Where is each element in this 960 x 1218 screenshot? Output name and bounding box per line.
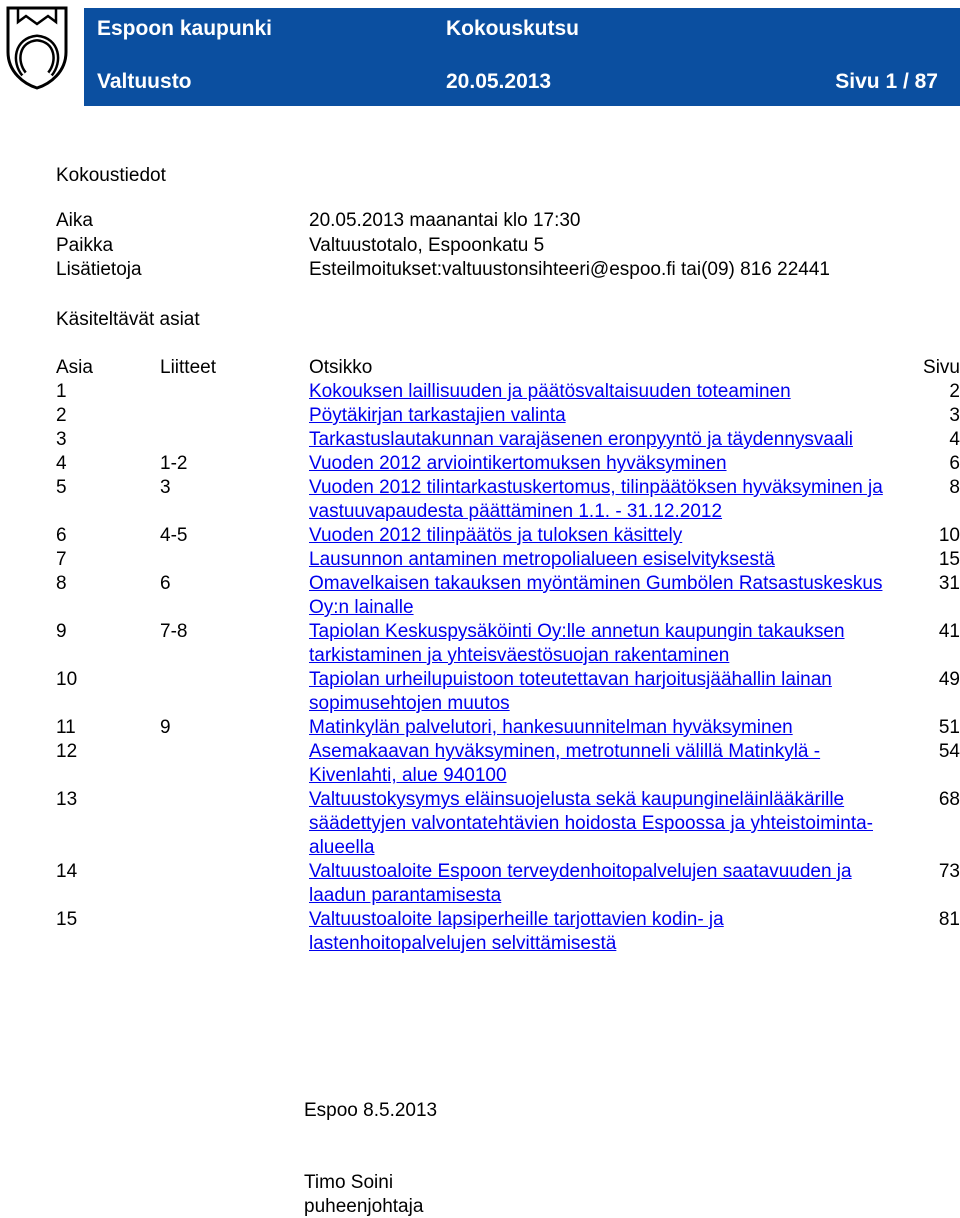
agenda-item-link[interactable]: Omavelkaisen takauksen myöntäminen Gumbölen Ratsastuskeskus Oy:n lainalle [309,573,883,618]
agenda-row [56,788,960,860]
agenda-item-number: 12 [56,741,78,762]
agenda-row [56,716,960,740]
signer-name: Timo Soini [304,1172,394,1193]
agenda-row [56,860,960,908]
header-num: Asia [56,357,93,378]
header-attachments: Liitteet [160,357,216,378]
agenda-header-row [56,356,960,380]
agenda-item-link[interactable]: Tapiolan Keskuspysäköinti Oy:lle annetun kaupungin takauksen tarkistaminen ja yhteisväestösuojan rakentaminen [309,621,845,666]
agenda-item-attachments: 3 [160,477,171,498]
agenda-item-page: 3 [949,405,960,426]
agenda-row [56,404,960,428]
agenda-item-number: 7 [56,549,67,570]
agenda-item-number: 5 [56,477,67,498]
agenda-item-number: 10 [56,669,78,690]
agenda-item-title-cell [309,740,884,788]
agenda-item-page: 68 [938,789,960,810]
agenda-item-title-cell [309,572,884,620]
agenda-item-title-cell [309,452,884,476]
agenda-item-attachments: 6 [160,573,171,594]
agenda-item-link[interactable]: Kokouksen laillisuuden ja päätösvaltaisuuden toteaminen [309,381,791,402]
agenda-item-link[interactable]: Asemakaavan hyväksyminen, metrotunneli välillä Matinkylä - Kivenlahti, alue 940100 [309,741,821,786]
agenda-item-number: 11 [56,717,76,738]
agenda-item-page: 2 [949,381,960,402]
agenda-item-page: 15 [938,549,960,570]
agenda-item-page: 73 [938,861,960,882]
agenda-item-page: 49 [938,669,960,690]
header-org: Espoon kaupunki [97,17,273,40]
agenda-row [56,476,960,524]
agenda-title: Käsiteltävät asiat [56,309,200,330]
agenda-row [56,908,960,956]
agenda-item-link[interactable]: Lausunnon antaminen metropolialueen esiselvityksestä [309,549,775,570]
header-page-label: Sivu 1 / 87 [835,70,938,93]
agenda-row [56,668,960,716]
agenda-item-title-cell [309,404,884,428]
agenda-item-link[interactable]: Valtuustoaloite Espoon terveydenhoitopalvelujen saatavuuden ja laadun parantamisesta [309,861,852,906]
agenda-item-title-cell [309,716,884,740]
agenda-item-link[interactable]: Pöytäkirjan tarkastajien valinta [309,405,566,426]
agenda-item-link[interactable]: Valtuustoaloite lapsiperheille tarjottavien kodin- ja lastenhoitopalvelujen selvittämisestä [309,909,724,954]
agenda-item-title-cell [309,908,884,956]
agenda-item-attachments: 1-2 [160,453,188,474]
agenda-item-page: 54 [938,741,960,762]
agenda-row [56,524,960,548]
meeting-info-label: Aika [56,210,93,231]
agenda-item-attachments: 7-8 [160,621,188,642]
agenda-row [56,740,960,788]
agenda-item-title-cell [309,524,884,548]
agenda-item-number: 6 [56,525,67,546]
agenda-item-number: 9 [56,621,67,642]
agenda-row [56,452,960,476]
espoo-coat-of-arms-logo [4,4,70,90]
signer-title: puheenjohtaja [304,1196,424,1217]
agenda-table [56,356,960,956]
agenda-item-title-cell [309,668,884,716]
agenda-row [56,620,960,668]
agenda-item-link[interactable]: Vuoden 2012 tilinpäätös ja tuloksen käsittely [309,525,683,546]
agenda-item-page: 10 [938,525,960,546]
agenda-item-link[interactable]: Tapiolan urheilupuistoon toteutettavan harjoitusjäähallin lainan sopimusehtojen muutos [309,669,832,714]
agenda-item-page: 8 [949,477,960,498]
agenda-item-page: 51 [938,717,960,738]
agenda-row [56,428,960,452]
agenda-item-link[interactable]: Vuoden 2012 arviointikertomuksen hyväksyminen [309,453,727,474]
agenda-item-title-cell [309,428,884,452]
header-page: Sivu [923,357,960,378]
meeting-info-value: Esteilmoitukset:valtuustonsihteeri@espoo.fi tai(09) 816 22441 [309,259,830,280]
meeting-info-value: Valtuustotalo, Espoonkatu 5 [309,235,545,256]
agenda-item-title-cell [309,620,884,668]
agenda-item-link[interactable]: Matinkylän palvelutori, hankesuunnitelman hyväksyminen [309,717,793,738]
agenda-item-title-cell [309,548,884,572]
agenda-item-link[interactable]: Valtuustokysymys eläinsuojelusta sekä kaupungineläinlääkärille säädettyjen valvontatehtävien hoidosta Espoossa ja yhteistoiminta-alueella [309,789,874,858]
agenda-item-number: 4 [56,453,67,474]
header-doc-type: Kokouskutsu [446,17,580,40]
agenda-item-page: 6 [949,453,960,474]
agenda-item-number: 3 [56,429,67,450]
agenda-item-page: 4 [949,429,960,450]
agenda-item-title-cell [309,860,884,908]
agenda-item-title-cell [309,380,884,404]
header-date: 20.05.2013 [446,70,552,93]
meeting-info-value: 20.05.2013 maanantai klo 17:30 [309,210,581,231]
agenda-item-number: 14 [56,861,78,882]
agenda-item-page: 31 [938,573,960,594]
agenda-item-title-cell [309,476,884,524]
agenda-item-attachments: 4-5 [160,525,188,546]
meeting-info-title: Kokoustiedot [56,165,166,186]
agenda-item-number: 8 [56,573,67,594]
agenda-item-number: 2 [56,405,67,426]
meeting-info-label: Lisätietoja [56,259,142,280]
agenda-row [56,572,960,620]
place-date: Espoo 8.5.2013 [304,1100,438,1121]
agenda-item-attachments: 9 [160,717,171,738]
agenda-item-link[interactable]: Vuoden 2012 tilintarkastuskertomus, tilinpäätöksen hyväksyminen ja vastuuvapaudesta päättäminen 1.1. - 31.12.2012 [309,477,883,522]
agenda-item-title-cell [309,788,884,860]
agenda-item-number: 1 [56,381,67,402]
agenda-item-link[interactable]: Tarkastuslautakunnan varajäsenen eronpyyntö ja täydennysvaali [309,429,853,450]
header-title: Otsikko [309,357,373,378]
agenda-item-number: 15 [56,909,78,930]
agenda-row [56,380,960,404]
agenda-row [56,548,960,572]
agenda-item-page: 81 [938,909,960,930]
agenda-item-page: 41 [938,621,960,642]
meeting-info-label: Paikka [56,235,114,256]
header-body: Valtuusto [97,70,192,93]
agenda-item-number: 13 [56,789,78,810]
